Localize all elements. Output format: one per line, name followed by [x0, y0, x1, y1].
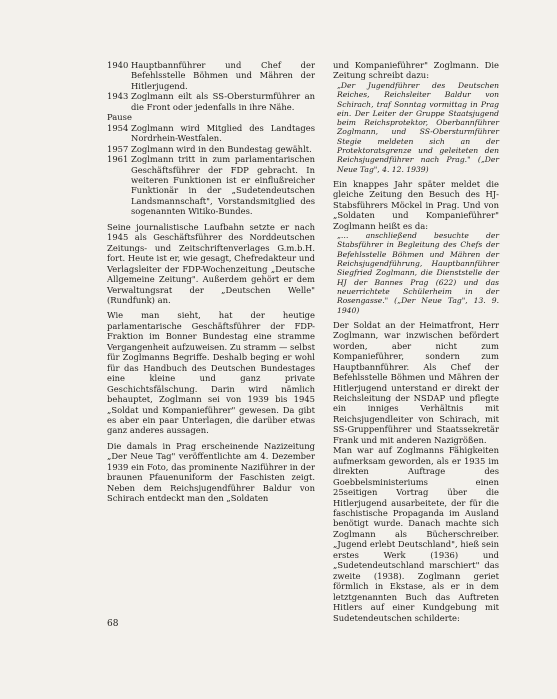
entry-text: Pause [107, 112, 132, 123]
entry-text: Zoglmann wird Mitglied des Landtages Nordrhein-Westfalen. [131, 122, 315, 144]
entry-text: Zoglmann tritt in zum parlamentarischen Geschäftsführer der FDP gebracht. In weiteren Funktionen ist er einflußreicher Funktionär in der „Sudetendeutschen Landsmannschaft", Vorstandsmitglied des sogenannten Witiko-Bundes. [131, 154, 315, 217]
chronology-entry [107, 154, 315, 217]
left-column [107, 60, 315, 504]
body-paragraph: Seine journalistische Laufbahn setzte er nach 1945 als Geschäftsführer des Norddeutschen Zeitungs- und Zeitschriftenverlages G.m.b.H. fort. Heute ist er, wie gesagt, Chefredakteur und Verlagsleiter der FDP-Wochenzeitung „Deutsche Allgemeine Zeitung". Außerdem gehört er dem Verwaltungsrat der „Deutschen Welle" (Rundfunk) an. [107, 221, 315, 305]
entry-year: 1943 [107, 91, 129, 102]
body-paragraph: und Kompanieführer" Zoglmann. Die Zeitung schreibt dazu: [333, 60, 499, 81]
entry-text: Zoglmann eilt als SS-Obersturmführer an die Front oder jedenfalls in ihre Nähe. [131, 91, 315, 112]
chronology-entry [107, 60, 315, 91]
chronology-entry [107, 123, 315, 144]
chronology-entry [107, 144, 315, 154]
newspaper-quote: „Der Jugendführer des Deutschen Reiches, Reichsleiter Baldur von Schirach, traf Sonntag vormittag in Prag ein. Der Leiter der Gruppe Staatsjugend beim Reichsprotektor, Oberbannführer Zoglmann, und SS-Obersturmführer Stegie meldeten sich an der Protektoratsgrenze und geleiteten den Reichsjugendführer nach Prag." („Der Neue Tag", 4. 12. 1939) [337, 80, 499, 174]
page-number: 68 [107, 619, 119, 629]
chronology-entry [107, 112, 315, 122]
body-paragraph: Wie man sieht, hat der heutige parlamentarische Geschäftsführer der FDP-Fraktion im Bonner Bundestag eine stramme Vergangenheit aufzuweisen. Zu stramm — selbst für Zoglmanns Begriffe. Deshalb beging er wohl für das Handbuch des Deutschen Bundestages eine kleine und ganz private Geschichtsfälschung. Darin wird nämlich behauptet, Zoglmann sei von 1939 bis 1945 „Soldat und Kompanieführer" gewesen. Da gibt es aber ein paar Unterlagen, die darüber etwas ganz anderes aussagen. [107, 310, 315, 436]
entry-year: 1957 [107, 143, 129, 154]
body-paragraph: Ein knappes Jahr später meldet die gleiche Zeitung den Besuch des HJ-Stabsführers Möckel in Prag. Und von „Soldaten und Kompanieführer" Zoglmann heißt es da: [333, 178, 499, 231]
body-paragraph: Man war auf Zoglmanns Fähigkeiten aufmerksam geworden, als er 1935 im direkten Auftrage des Goebbelsministeriums einen 25seitigen Vortrag über die Hitlerjugend ausarbeitete, der für die faschistische Propaganda im Ausland benötigt wurde. Danach machte sich Zoglmann als Bücherschreiber. „Jugend erlebt Deutschland", hieß sein erstes Werk (1936) und „Sudetendeutschland marschiert" das zweite (1938). Zoglmann geriet förmlich in Ekstase, als er in dem letztgenannten Buch das Auftreten Hitlers auf einer Kundgebung mit Sudetendeutschen schilderte: [333, 445, 499, 623]
chronology-entry [107, 91, 315, 112]
entry-year: 1961 [107, 154, 129, 165]
entry-year: 1940 [107, 60, 129, 70]
body-paragraph: Die damals in Prag erscheinende Nazizeitung „Der Neue Tag" veröffentlichte am 4. Dezember 1939 ein Foto, das prominente Naziführer in der braunen Pfauenuniform der Faschisten zeigt. Neben dem Reichsjugendführer Baldur von Schirach entdeckt man den „Soldaten [107, 440, 315, 504]
entry-year: 1954 [107, 122, 129, 133]
newspaper-quote: „… anschließend besuchte der Stabsführer in Begleitung des Chefs der Befehlsstelle Böhmen und Mähren der Reichsjugendführung, Hauptbannführer Siegfried Zoglmann, die Dienststelle der HJ der Bannes Prag (622) und das neuerrichtete Schülerheim in der Rosengasse." („Der Neue Tag", 13. 9. 1940) [337, 231, 499, 315]
right-column [333, 60, 499, 623]
entry-text: Zoglmann wird in den Bundestag gewählt. [131, 143, 312, 154]
body-paragraph: Der Soldat an der Heimatfront, Herr Zoglmann, war inzwischen befördert worden, aber nicht zum Kompanieführer, sondern zum Hauptbannführer. Als Chef der Befehlsstelle Böhmen und Mähren der Hitlerjugend unterstand er direkt der Reichsleitung der NSDAP und pflegte ein inniges Verhältnis mit Reichsjugendleiter von Schirach, mit SS-Gruppenführer und Staatssekretär Frank und mit anderen Nazigrößen. [333, 319, 499, 445]
entry-text: Hauptbannführer und Chef der Befehlsstelle Böhmen und Mähren der Hitlerjugend. [131, 60, 315, 91]
